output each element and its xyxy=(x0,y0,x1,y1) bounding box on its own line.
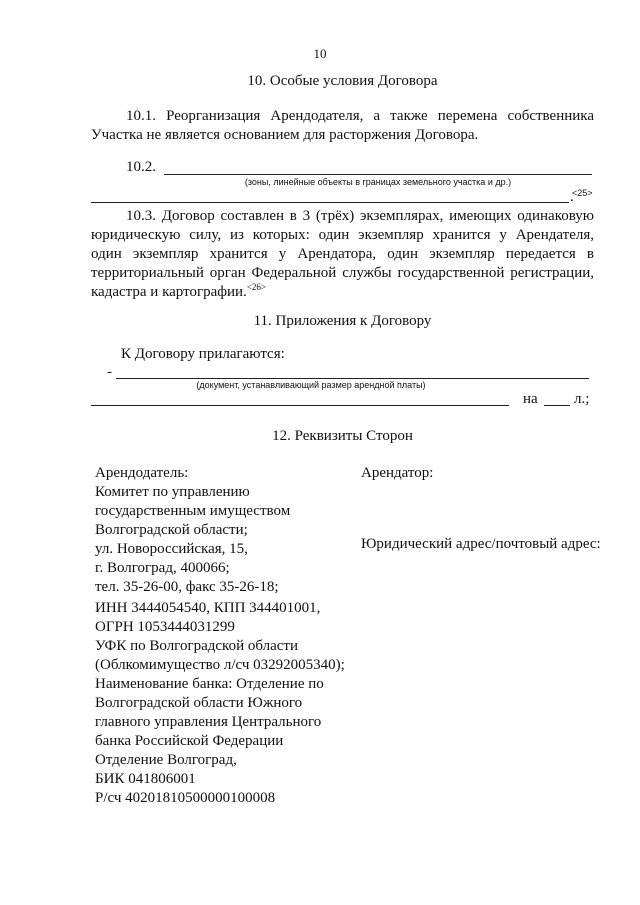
clause-10-3-line-5-wrap xyxy=(91,283,266,303)
clause-10-1-line-1: 10.1. Реорганизация Арендодателя, а также перемена собственника xyxy=(126,108,594,124)
attachment-on-label: на xyxy=(523,391,538,407)
bank-line: (Облкомимущество л/сч 03292005340); xyxy=(95,657,345,673)
lessor-block xyxy=(95,464,290,597)
bank-line: БИК 041806001 xyxy=(95,771,196,787)
attachment-blank-line-2[interactable] xyxy=(91,405,509,406)
lessor-line: государственным имуществом xyxy=(95,503,291,519)
bank-line: Наименование банка: Отделение по xyxy=(95,676,324,692)
bank-line: Отделение Волгоград, xyxy=(95,752,237,768)
clause-10-2-hint: (зоны, линейные объекты в границах земельного участка и др.) xyxy=(244,177,512,187)
bank-line: ОГРН 1053444031299 xyxy=(95,619,235,635)
clause-10-3-line-1: 10.3. Договор составлен в 3 (трёх) экземплярах, имеющих одинаковую xyxy=(126,208,594,224)
lessor-line: г. Волгоград, 400066; xyxy=(95,560,230,576)
lessor-line: Арендодатель: xyxy=(95,465,189,481)
bank-line: УФК по Волгоградской области xyxy=(95,638,299,654)
lessee-address-label: Юридический адрес/почтовый адрес: xyxy=(361,536,601,552)
attachment-hint: (документ, устанавливающий размер арендной платы) xyxy=(196,380,426,390)
bank-line: ИНН 3444054540, КПП 344401001, xyxy=(95,600,321,616)
clause-10-1-line-2: Участка не является основанием для расторжения Договора. xyxy=(91,127,479,143)
bank-line: Волгоградской области Южного xyxy=(95,695,303,711)
bank-line: Р/сч 40201810500000100008 xyxy=(95,790,276,806)
sheet-count-blank[interactable] xyxy=(544,405,570,406)
clause-10-2-blank-line-2[interactable] xyxy=(91,202,569,203)
lessor-bank-block xyxy=(95,599,345,808)
section-11-heading: 11. Приложения к Договору xyxy=(253,313,432,329)
lessor-line: ул. Новороссийская, 15, xyxy=(95,541,248,557)
clause-10-3-line-4: территориальный орган Федеральной службы государственной регистрации, xyxy=(91,265,594,281)
clause-10-2-period: . xyxy=(570,189,574,205)
lessor-line: тел. 35-26-00, факс 35-26-18; xyxy=(95,579,279,595)
section-12-heading: 12. Реквизиты Сторон xyxy=(272,428,413,444)
footnote-25-marker: <25> xyxy=(572,188,593,198)
page-number: 10 xyxy=(313,46,327,61)
clause-10-3-line-5: кадастра и картографии. xyxy=(91,284,247,300)
lessee-label: Арендатор: xyxy=(361,465,434,481)
bank-line: главного управления Центрального xyxy=(95,714,322,730)
clause-10-2-blank-line[interactable] xyxy=(164,174,592,175)
section-10-heading: 10. Особые условия Договора xyxy=(247,73,438,89)
clause-10-3-line-3: один экземпляр хранится у Арендатора, один экземпляр передается в xyxy=(91,246,594,262)
lessor-line: Волгоградской области; xyxy=(95,522,248,538)
clause-10-2-label: 10.2. xyxy=(126,159,156,175)
bank-line: банка Российской Федерации xyxy=(95,733,284,749)
footnote-26-marker: <26> xyxy=(246,282,266,292)
attachments-intro: К Договору прилагаются: xyxy=(121,346,285,362)
clause-10-3-line-2: юридическую силу, из которых: один экземпляр хранится у Арендателя, xyxy=(91,227,594,243)
lessor-line: Комитет по управлению xyxy=(95,484,250,500)
attachment-blank-line[interactable] xyxy=(116,378,589,379)
attachment-dash: - xyxy=(107,364,112,380)
attachment-sheets-label: л.; xyxy=(574,391,590,407)
